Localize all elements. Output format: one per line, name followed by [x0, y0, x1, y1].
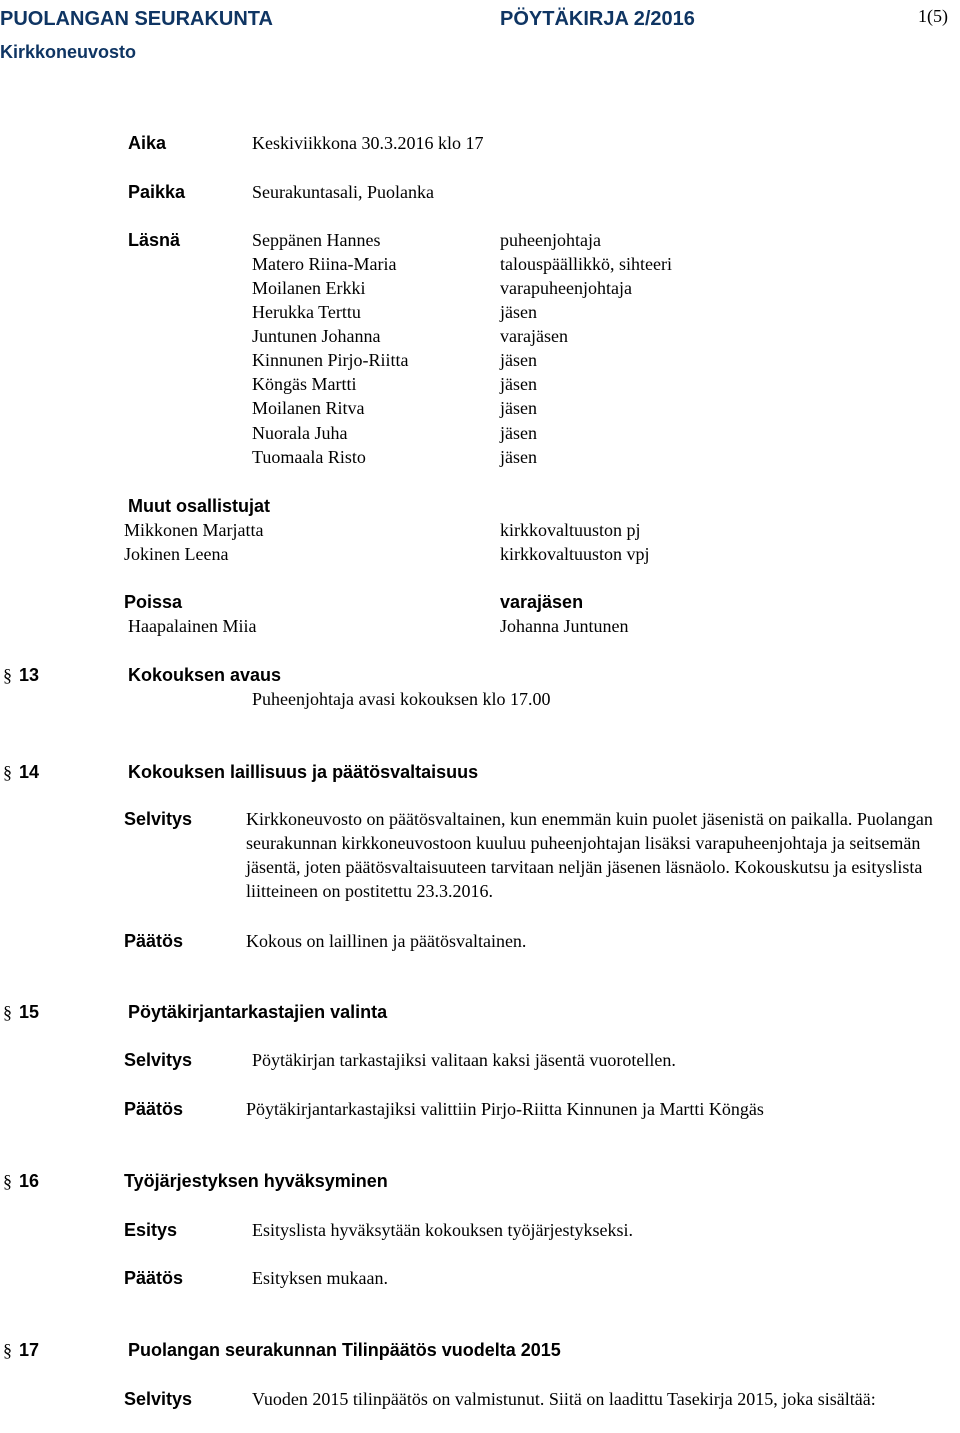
- participant-role: kirkkovaltuuston pj: [500, 520, 641, 540]
- absent-role: varajäsen: [500, 592, 584, 612]
- place-value: Seurakuntasali, Puolanka: [252, 182, 434, 202]
- decision-text: Kokous on laillinen ja päätösvaltainen.: [246, 931, 527, 951]
- section-mark: §: [3, 665, 12, 685]
- attendee-name: Moilanen Ritva: [252, 398, 365, 418]
- attendee-name: Tuomaala Risto: [252, 447, 366, 467]
- attendee-role: jäsen: [500, 447, 537, 467]
- section-title: Kokouksen avaus: [128, 665, 282, 685]
- section-title: Puolangan seurakunnan Tilinpäätös vuodelta 2015: [128, 1340, 561, 1360]
- decision-label: Päätös: [124, 1099, 184, 1119]
- present-label: Läsnä: [128, 230, 181, 250]
- explanation-text: Vuoden 2015 tilinpäätös on valmistunut. Siitä on laadittu Tasekirja 2015, joka sisältää:: [252, 1389, 876, 1409]
- absent-substitute: Johanna Juntunen: [500, 616, 629, 636]
- decision-text: Esityksen mukaan.: [252, 1268, 388, 1288]
- section-title: Pöytäkirjantarkastajien valinta: [128, 1002, 388, 1022]
- explanation-label: Selvitys: [124, 809, 193, 829]
- section-number: 16: [19, 1171, 40, 1191]
- section-number: 15: [19, 1002, 40, 1022]
- attendee-role: jäsen: [500, 398, 537, 418]
- attendee-role: jäsen: [500, 350, 537, 370]
- explanation-text: Pöytäkirjan tarkastajiksi valitaan kaksi jäsentä vuorotellen.: [252, 1050, 676, 1070]
- explanation-label: Selvitys: [124, 1389, 193, 1409]
- attendee-name: Matero Riina-Maria: [252, 254, 397, 274]
- attendee-role: talouspäällikkö, sihteeri: [500, 254, 672, 274]
- other-participants-label: Muut osallistujat: [128, 496, 271, 516]
- section-number: 13: [19, 665, 40, 685]
- organization-name: PUOLANGAN SEURAKUNTA: [0, 8, 273, 30]
- section-mark: §: [3, 1002, 12, 1022]
- section-mark: §: [3, 762, 12, 782]
- time-label: Aika: [128, 133, 167, 153]
- section-mark: §: [3, 1340, 12, 1360]
- section-number: 17: [19, 1340, 40, 1360]
- absent-name: Haapalainen Miia: [128, 616, 257, 636]
- attendee-role: puheenjohtaja: [500, 230, 601, 250]
- proposal-label: Esitys: [124, 1220, 178, 1240]
- section-text: Puheenjohtaja avasi kokouksen klo 17.00: [252, 689, 551, 709]
- decision-label: Päätös: [124, 931, 184, 951]
- section-mark: §: [3, 1171, 12, 1191]
- proposal-text: Esityslista hyväksytään kokouksen työjärjestykseksi.: [252, 1220, 633, 1240]
- attendee-name: Juntunen Johanna: [252, 326, 381, 346]
- attendee-name: Kinnunen Pirjo-Riitta: [252, 350, 409, 370]
- section-number: 14: [19, 762, 40, 782]
- section-title: Kokouksen laillisuus ja päätösvaltaisuus: [128, 762, 479, 782]
- explanation-label: Selvitys: [124, 1050, 193, 1070]
- attendee-role: varajäsen: [500, 326, 568, 346]
- participant-name: Jokinen Leena: [124, 544, 229, 564]
- participant-role: kirkkovaltuuston vpj: [500, 544, 650, 564]
- time-value: Keskiviikkona 30.3.2016 klo 17: [252, 133, 484, 153]
- participant-name: Mikkonen Marjatta: [124, 520, 264, 540]
- attendee-name: Seppänen Hannes: [252, 230, 381, 250]
- section-title: Työjärjestyksen hyväksyminen: [124, 1171, 388, 1191]
- attendee-role: jäsen: [500, 302, 537, 322]
- attendee-role: varapuheenjohtaja: [500, 278, 632, 298]
- attendee-name: Nuorala Juha: [252, 423, 348, 443]
- decision-text: Pöytäkirjantarkastajiksi valittiin Pirjo-Riitta Kinnunen ja Martti Köngäs: [246, 1099, 764, 1119]
- attendee-role: jäsen: [500, 374, 537, 394]
- absent-label: Poissa: [124, 592, 183, 612]
- page-number: 1(5): [918, 6, 948, 26]
- attendee-name: Moilanen Erkki: [252, 278, 366, 298]
- place-label: Paikka: [128, 182, 186, 202]
- attendee-role: jäsen: [500, 423, 537, 443]
- decision-label: Päätös: [124, 1268, 184, 1288]
- document-title: PÖYTÄKIRJA 2/2016: [500, 8, 695, 30]
- attendee-name: Köngäs Martti: [252, 374, 357, 394]
- explanation-text: Kirkkoneuvosto on päätösvaltainen, kun enemmän kuin puolet jäsenistä on paikalla. Puolangan seurakunnan kirkkoneuvostoon kuuluu puheenjohtajan lisäksi varapuheenjohtaja ja seitsemän jäsentä, joten päätösvaltaisuuteen tarvitaan neljän jäsenen läsnäolo. Kokouskutsu ja esityslista liitteineen on postitettu 23.3.2016.: [246, 809, 933, 901]
- governing-body: Kirkkoneuvosto: [0, 42, 137, 62]
- attendee-name: Herukka Terttu: [252, 302, 361, 322]
